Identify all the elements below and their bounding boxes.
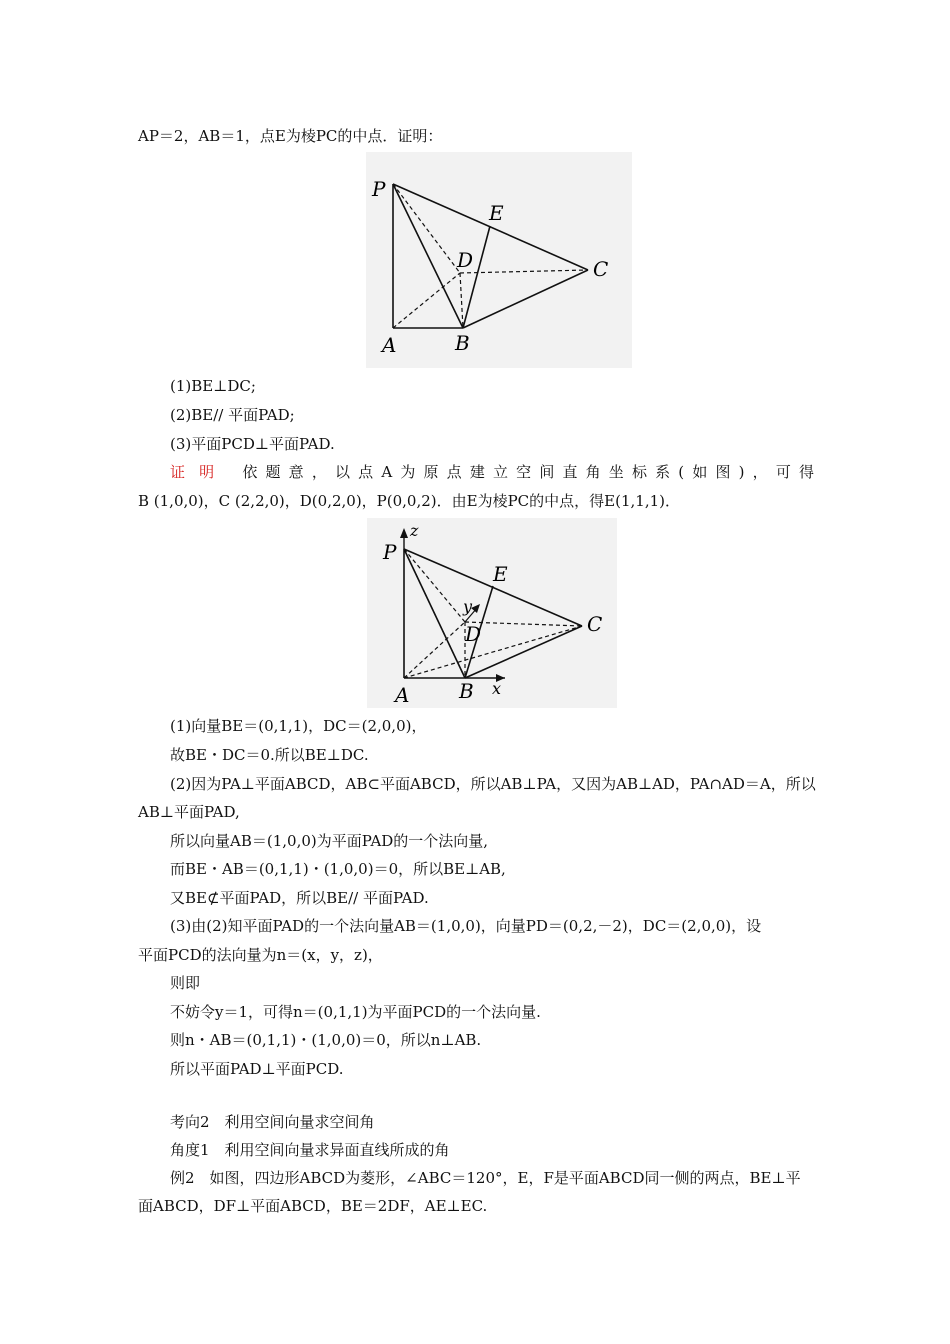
label-A2: A [395, 683, 410, 707]
step-3e: 则n・AB＝(0,1,1)・(1,0,0)＝0，所以n⊥AB. [170, 1031, 482, 1049]
label-y: y [463, 597, 473, 616]
label-C: C [593, 257, 609, 281]
y-axis-arrow [471, 604, 480, 613]
label-E: E [489, 201, 504, 225]
label-B2: B [459, 679, 474, 703]
step-3f: 所以平面PAD⊥平面PCD. [170, 1060, 344, 1078]
step-2b: AB⊥平面PAD, [138, 803, 240, 821]
step-1b: 故BE・DC＝0.所以BE⊥DC. [170, 746, 369, 764]
example-2a: 例2 如图，四边形ABCD为菱形，∠ABC＝120°，E，F是平面ABCD同一侧的两点，BE⊥平 [170, 1169, 801, 1187]
step-2c: 所以向量AB＝(1,0,0)为平面PAD的一个法向量, [170, 832, 489, 850]
step-1a: (1)向量BE＝(0,1,1)，DC＝(2,0,0)， [170, 717, 427, 735]
label-A: A [382, 333, 397, 357]
step-3d: 不妨令y＝1，可得n＝(0,1,1)为平面PCD的一个法向量. [170, 1003, 541, 1021]
step-3a: (3)由(2)知平面PAD的一个法向量AB＝(1,0,0)，向量PD＝(0,2,－2)，DC＝(2,0,0)，设 [170, 917, 762, 935]
proof-text: 依题意，以点A为原点建立空间直角坐标系(如图)，可得 [242, 463, 814, 481]
label-D: D [457, 248, 474, 272]
step-3c: 则即 [170, 974, 201, 992]
question-3: (3)平面PCD⊥平面PAD. [170, 435, 335, 453]
label-P2: P [383, 540, 397, 564]
example-2b: 面ABCD，DF⊥平面ABCD，BE＝2DF，AE⊥EC. [138, 1197, 488, 1215]
proof-label: 证明 [170, 463, 229, 481]
label-x: x [492, 679, 502, 698]
label-D2: D [465, 622, 482, 646]
label-P: P [372, 177, 386, 201]
label-B: B [455, 331, 470, 355]
question-2: (2)BE// 平面PAD; [170, 406, 295, 424]
intro-text: AP＝2，AB＝1，点E为棱PC的中点．证明： [138, 127, 443, 145]
step-2d: 而BE・AB＝(0,1,1)・(1,0,0)＝0，所以BE⊥AB, [170, 860, 506, 878]
label-C2: C [587, 612, 603, 636]
label-E2: E [493, 562, 508, 586]
step-2e: 又BE⊄平面PAD，所以BE// 平面PAD. [170, 889, 429, 907]
figure-pyramid [366, 152, 632, 368]
proof-line-1 [170, 462, 814, 482]
section-heading: 考向2 利用空间向量求空间角 [170, 1113, 375, 1131]
proof-line-2: B (1,0,0)，C (2,2,0)，D(0,2,0)，P(0,0,2)．由E为棱PC的中点，得E(1,1,1)． [138, 492, 680, 510]
step-2a: (2)因为PA⊥平面ABCD，AB⊂平面ABCD，所以AB⊥PA，又因为AB⊥AD，PA∩AD＝A，所以 [170, 775, 816, 793]
label-z: z [410, 521, 419, 540]
step-3b: 平面PCD的法向量为n＝(x，y，z)， [138, 946, 383, 964]
figure-coordinate [367, 518, 617, 708]
question-1: (1)BE⊥DC; [170, 377, 256, 395]
subsection-heading: 角度1 利用空间向量求异面直线所成的角 [170, 1141, 450, 1159]
